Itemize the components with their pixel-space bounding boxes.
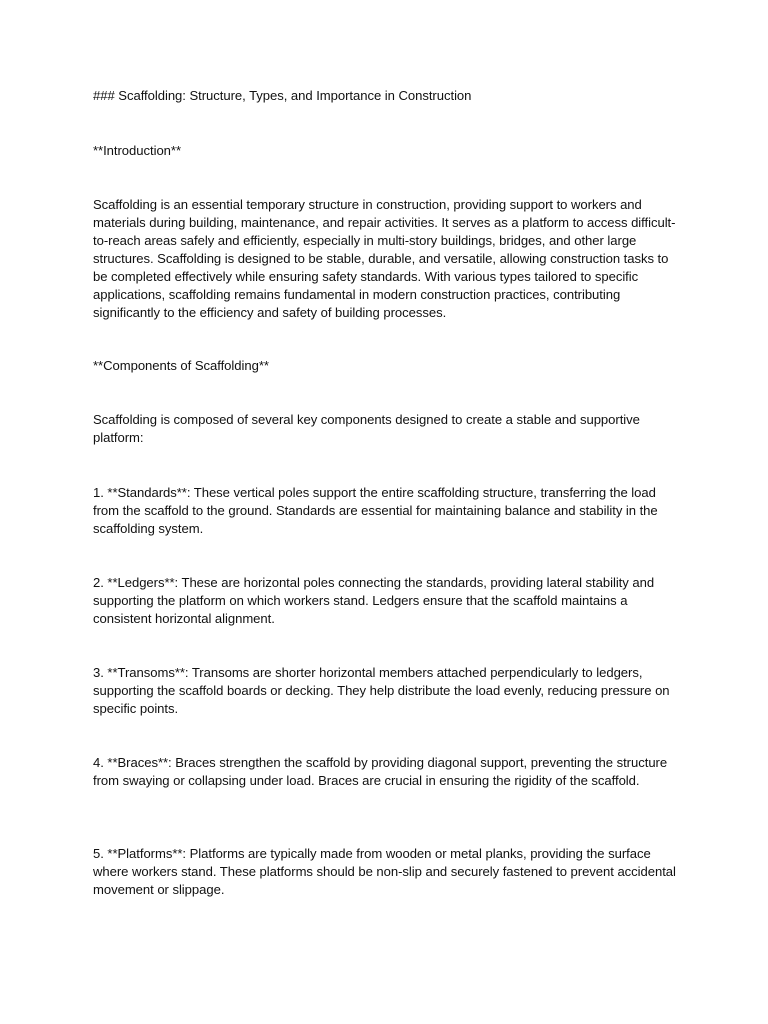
- components-heading: **Components of Scaffolding**: [93, 358, 269, 373]
- list-item-platforms: 5. **Platforms**: Platforms are typically made from wooden or metal planks, providing the surface where workers stand. These platforms should be non-slip and securely fastened to prevent accidental movement or slippage.: [93, 846, 676, 897]
- introduction-heading: **Introduction**: [93, 143, 182, 158]
- document-heading: ### Scaffolding: Structure, Types, and Importance in Construction: [93, 88, 472, 103]
- list-item-ledgers: 2. **Ledgers**: These are horizontal poles connecting the standards, providing lateral stability and supporting the platform on which workers stand. Ledgers ensure that the scaffold maintains a consistent horizontal alignment.: [93, 575, 655, 626]
- list-item-transoms: 3. **Transoms**: Transoms are shorter horizontal members attached perpendicularly to ledgers, supporting the scaffold boards or decking. They help distribute the load evenly, reducing pressure on specific points.: [93, 665, 670, 716]
- list-item-standards: 1. **Standards**: These vertical poles support the entire scaffolding structure, transferring the load from the scaffold to the ground. Standards are essential for maintaining balance and stability in the scaffolding system.: [93, 485, 658, 536]
- list-item-braces: 4. **Braces**: Braces strengthen the scaffold by providing diagonal support, preventing the structure from swaying or collapsing under load. Braces are crucial in ensuring the rigidity of the scaffold.: [93, 755, 668, 788]
- introduction-paragraph: Scaffolding is an essential temporary structure in construction, providing support to workers and materials during building, maintenance, and repair activities. It serves as a platform to access difficult-to-reach areas safely and efficiently, especially in multi-story buildings, bridges, and other large structures. Scaffolding is designed to be stable, durable, and versatile, allowing construction tasks to be completed effectively while ensuring safety standards. With various types tailored to specific applications, scaffolding remains fundamental in modern construction practices, contributing significantly to the efficiency and safety of building processes.: [93, 197, 676, 320]
- components-intro-paragraph: Scaffolding is composed of several key components designed to create a stable and supportive platform:: [93, 412, 640, 445]
